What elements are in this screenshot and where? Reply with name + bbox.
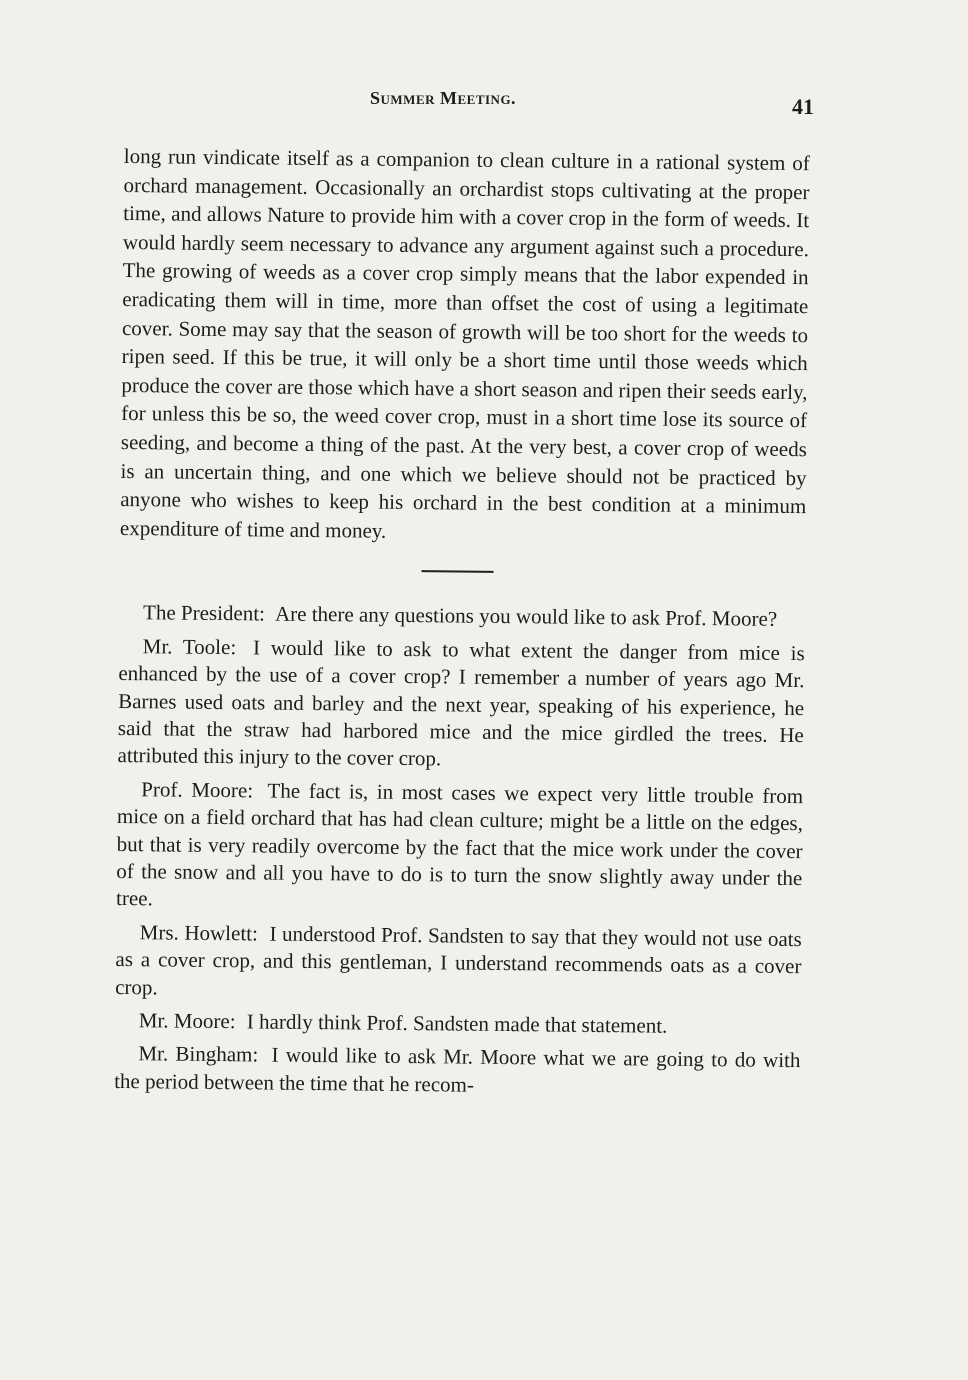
speech-paragraph <box>115 919 802 1008</box>
body-text <box>114 142 810 1108</box>
speech-text: I understood Prof. Sandsten to say that they would not use oats as a cover crop, and this gentleman, I understand recommends oats as a cover crop. <box>115 921 802 999</box>
speech-text: I hardly think Prof. Sandsten made that statement. <box>246 1009 668 1038</box>
speech-paragraph <box>119 599 805 634</box>
dialogue <box>114 599 805 1102</box>
page-number: 41 <box>792 94 814 119</box>
intro-paragraph: long run vindicate itself as a companion to clean culture in a rational system of orchard management. Occasionally an orchardist stops cultivating at the proper time, and allows Nature to provide him with a cover crop in the form of weeds. It would hardly seem necessary to advance any argument against such a procedure. The growing of weeds as a cover crop simply means that the labor expended in eradicating them will in time, more than offset the cost of using a legitimate cover. Some may say that the season of growth will be too short for the weeds to ripen seed. If this be true, it will only be a short time until those weeds which produce the cover are those which have a short season and ripen their seeds early, for unless this be so, the weed cover crop, must in a short time lose its source of seeding, and become a thing of the past. At the very best, a cover crop of weeds is an uncertain thing, and one which we believe should not be practiced by anyone who wishes to keep his orchard in the best condition at a minimum expenditure of time and money. <box>119 143 810 543</box>
speech-paragraph <box>117 633 804 777</box>
speech-text: Are there any questions you would like to ask Prof. Moore? <box>274 601 778 632</box>
speech-text: I would like to ask Mr. Moore what we are going to do with the period between the time that he recom- <box>114 1043 801 1097</box>
running-title: Summer Meeting. <box>370 88 517 108</box>
speaker-name: Mr. Moore: <box>138 1008 236 1034</box>
speech-paragraph <box>114 1040 801 1102</box>
speech-text: The fact is, in most cases we expect very little trouble from mice on a field orchard that has had clean culture; might be a little on the edges, but that is very readily overcome by the fact that the mice work under the cover of the snow and all you have to do is to turn the snow slightly away under the tree. <box>115 778 804 911</box>
speaker-name: Mr. Toole: <box>142 633 237 659</box>
speaker-name: Prof. Moore: <box>141 776 254 803</box>
speaker-name: The President: <box>142 600 266 626</box>
speaker-name: Mr. Bingham: <box>138 1041 259 1067</box>
running-head <box>120 86 820 119</box>
section-divider <box>422 570 494 573</box>
speech-paragraph <box>115 1007 801 1042</box>
speaker-name: Mrs. Howlett: <box>139 919 259 946</box>
speech-text: I would like to ask to what extent the danger from mice is enhanced by the use of a cover crop? I remember a number of years ago Mr. Barnes used oats and barley and the next year, speaking of his experience, he said that the straw had harbored mice and the mice girdled the trees. He attributed this injury to the cover crop. <box>117 635 805 771</box>
speech-paragraph <box>116 776 803 920</box>
